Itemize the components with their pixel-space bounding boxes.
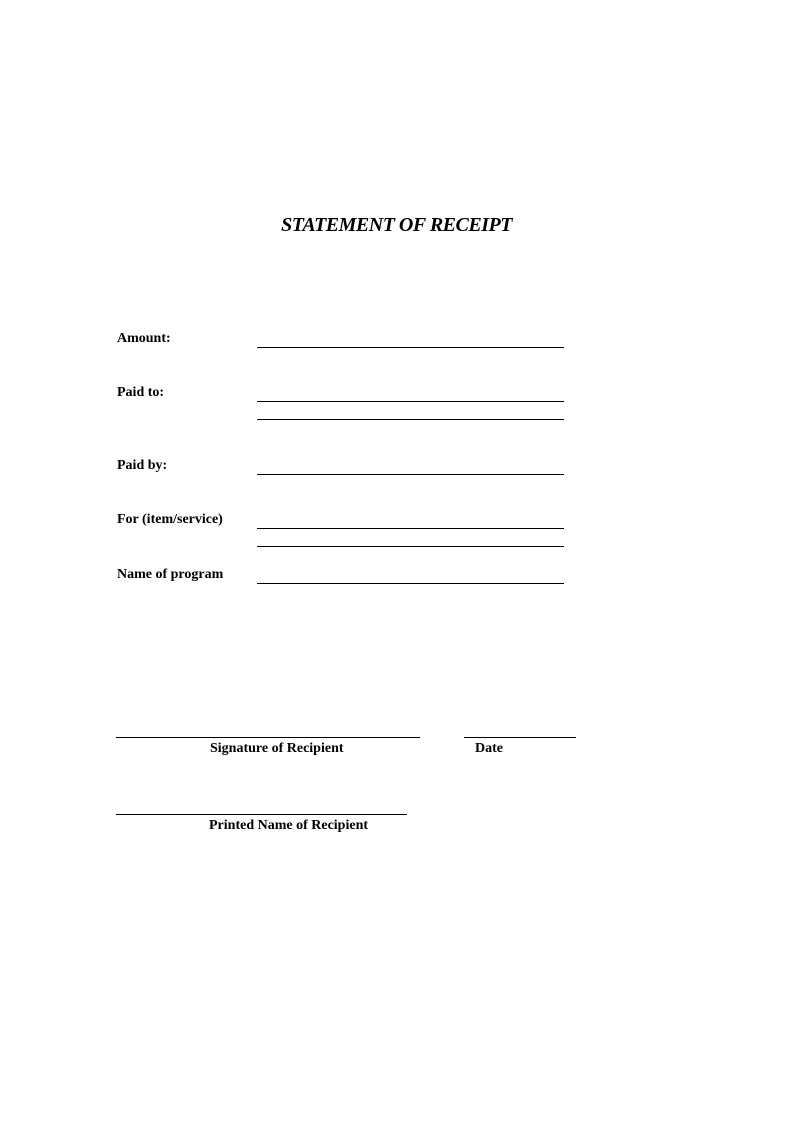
page-title: STATEMENT OF RECEIPT	[281, 214, 512, 236]
paid-to-line-2[interactable]	[257, 419, 564, 420]
amount-line[interactable]	[257, 347, 564, 348]
paid-to-label: Paid to:	[117, 385, 165, 400]
for-item-line-1[interactable]	[257, 528, 564, 529]
paid-to-line-1[interactable]	[257, 401, 564, 402]
paid-by-line[interactable]	[257, 474, 564, 475]
for-item-label: For (item/service)	[117, 512, 223, 527]
program-line[interactable]	[257, 583, 564, 584]
date-caption: Date	[475, 741, 503, 756]
amount-label: Amount:	[117, 331, 171, 346]
paid-by-label: Paid by:	[117, 458, 168, 473]
program-label: Name of program	[117, 567, 224, 582]
printed-name-line[interactable]	[116, 814, 407, 815]
date-line[interactable]	[464, 737, 576, 738]
for-item-line-2[interactable]	[257, 546, 564, 547]
signature-caption: Signature of Recipient	[210, 741, 344, 756]
signature-line[interactable]	[116, 737, 420, 738]
printed-name-caption: Printed Name of Recipient	[209, 818, 369, 833]
